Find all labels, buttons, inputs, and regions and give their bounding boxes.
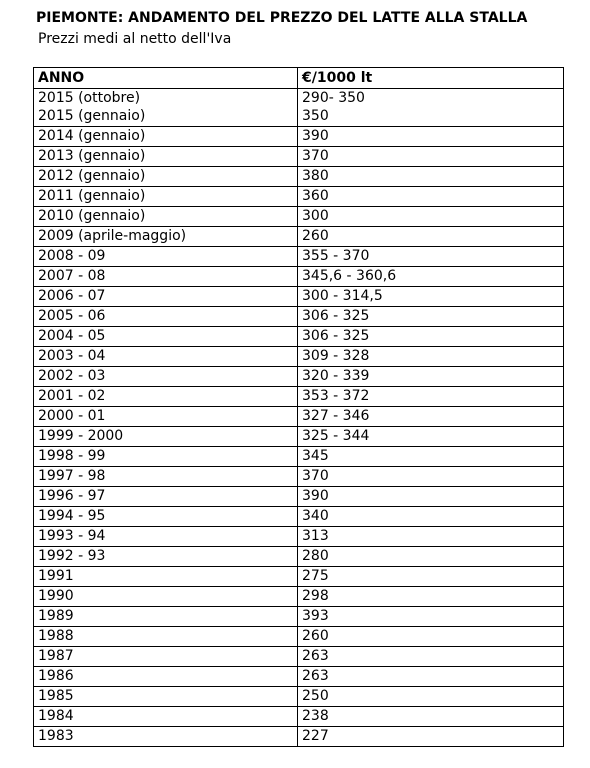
cell-anno: 1988 [34,627,298,647]
cell-prezzo: 227 [298,727,564,747]
cell-prezzo-line: 290- 350 [302,90,365,106]
cell-anno: 2005 - 06 [34,307,298,327]
table-row [34,427,564,447]
cell-anno: 2012 (gennaio) [34,167,298,187]
table-row [34,727,564,747]
cell-anno: 2004 - 05 [34,327,298,347]
page-subtitle: Prezzi medi al netto dell'Iva [38,31,232,47]
cell-anno: 2009 (aprile-maggio) [34,227,298,247]
table-row [34,587,564,607]
table-row [34,127,564,147]
table-row [34,327,564,347]
cell-prezzo: 360 [298,187,564,207]
cell-anno: 2002 - 03 [34,367,298,387]
table-row [34,547,564,567]
cell-prezzo: 306 - 325 [298,307,564,327]
table-row [34,227,564,247]
cell-anno: 1994 - 95 [34,507,298,527]
cell-prezzo: 380 [298,167,564,187]
table-row [34,147,564,167]
cell-anno: 1990 [34,587,298,607]
table-row [34,89,564,127]
table-row [34,407,564,427]
table-row [34,527,564,547]
cell-prezzo: 238 [298,707,564,727]
cell-anno: 1996 - 97 [34,487,298,507]
cell-prezzo: 309 - 328 [298,347,564,367]
table-row [34,167,564,187]
cell-prezzo: 340 [298,507,564,527]
table-row [34,187,564,207]
cell-prezzo: 300 - 314,5 [298,287,564,307]
cell-prezzo: 345,6 - 360,6 [298,267,564,287]
cell-anno-line: 2015 (ottobre) [38,90,141,106]
cell-prezzo: 370 [298,147,564,167]
cell-anno: 1991 [34,567,298,587]
column-header-anno: ANNO [34,68,298,89]
cell-prezzo [298,89,564,127]
cell-anno: 1993 - 94 [34,527,298,547]
cell-prezzo: 260 [298,227,564,247]
table-row [34,207,564,227]
table-row [34,267,564,287]
cell-anno: 2013 (gennaio) [34,147,298,167]
cell-prezzo: 390 [298,127,564,147]
table-row [34,347,564,367]
cell-anno: 1983 [34,727,298,747]
cell-prezzo: 313 [298,527,564,547]
column-header-prezzo: €/1000 lt [298,68,564,89]
cell-prezzo: 263 [298,647,564,667]
cell-anno: 1984 [34,707,298,727]
cell-prezzo: 263 [298,667,564,687]
cell-anno: 2006 - 07 [34,287,298,307]
cell-prezzo-line: 350 [302,108,329,124]
cell-anno: 2011 (gennaio) [34,187,298,207]
cell-anno: 1997 - 98 [34,467,298,487]
table-row [34,387,564,407]
table-header-row [34,68,564,89]
table-body [34,89,564,747]
table-row [34,467,564,487]
page-title: PIEMONTE: ANDAMENTO DEL PREZZO DEL LATTE ALLA STALLA [36,10,528,26]
table-row [34,447,564,467]
table-row [34,287,564,307]
cell-prezzo: 355 - 370 [298,247,564,267]
price-table [33,67,564,747]
table-row [34,247,564,267]
table-row [34,627,564,647]
cell-anno: 1989 [34,607,298,627]
cell-anno: 2010 (gennaio) [34,207,298,227]
cell-prezzo: 280 [298,547,564,567]
cell-anno: 1999 - 2000 [34,427,298,447]
table-row [34,487,564,507]
cell-prezzo: 306 - 325 [298,327,564,347]
table-row [34,667,564,687]
cell-prezzo: 298 [298,587,564,607]
cell-anno: 1985 [34,687,298,707]
cell-prezzo: 370 [298,467,564,487]
cell-prezzo: 300 [298,207,564,227]
cell-anno: 2007 - 08 [34,267,298,287]
table-row [34,647,564,667]
cell-prezzo: 345 [298,447,564,467]
cell-anno: 2001 - 02 [34,387,298,407]
table-row [34,567,564,587]
table-row [34,687,564,707]
cell-anno: 1998 - 99 [34,447,298,467]
cell-anno [34,89,298,127]
cell-anno: 2000 - 01 [34,407,298,427]
cell-prezzo: 250 [298,687,564,707]
cell-anno: 1986 [34,667,298,687]
cell-prezzo: 325 - 344 [298,427,564,447]
cell-anno: 2008 - 09 [34,247,298,267]
cell-anno: 1987 [34,647,298,667]
cell-prezzo: 260 [298,627,564,647]
cell-prezzo: 275 [298,567,564,587]
table-row [34,507,564,527]
cell-prezzo: 320 - 339 [298,367,564,387]
cell-anno: 2003 - 04 [34,347,298,367]
cell-prezzo: 393 [298,607,564,627]
table-row [34,607,564,627]
table-row [34,707,564,727]
cell-anno: 1992 - 93 [34,547,298,567]
cell-anno: 2014 (gennaio) [34,127,298,147]
cell-prezzo: 390 [298,487,564,507]
cell-anno-line: 2015 (gennaio) [38,108,146,124]
cell-prezzo: 327 - 346 [298,407,564,427]
cell-prezzo: 353 - 372 [298,387,564,407]
table-row [34,367,564,387]
table-row [34,307,564,327]
